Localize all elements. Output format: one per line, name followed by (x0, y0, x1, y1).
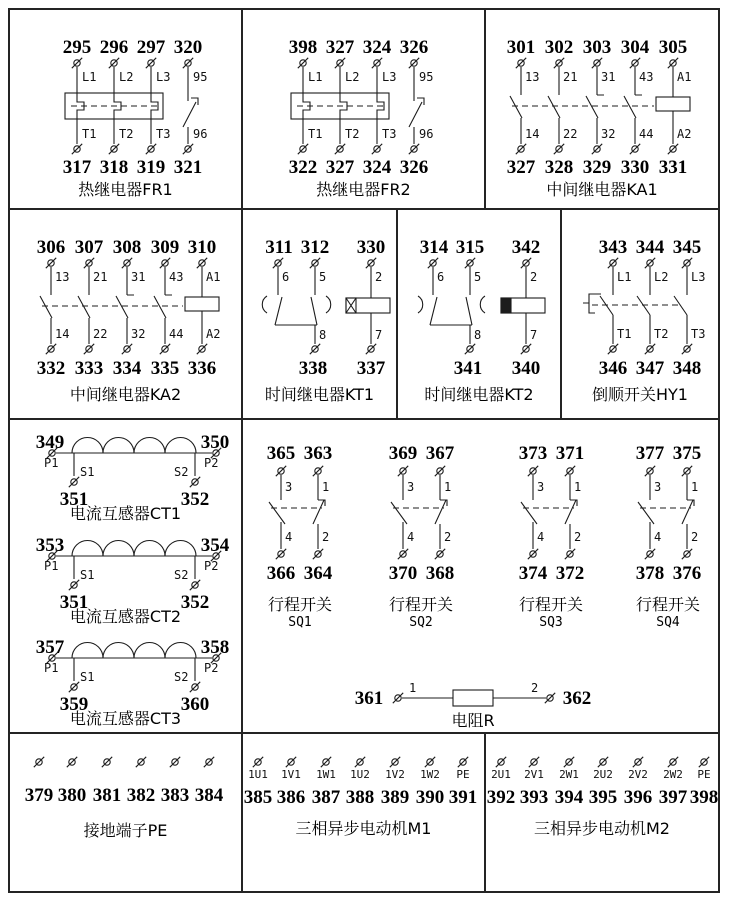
terminal-number: 322 (288, 157, 318, 178)
pin-label: 2U1 (491, 768, 511, 781)
terminal-number: 317 (62, 157, 92, 178)
cell-intermediate-relay-ka1 (486, 10, 718, 210)
terminal-number: 384 (194, 785, 224, 806)
terminal-number: 321 (173, 157, 203, 178)
sq3-symbol (521, 466, 577, 559)
terminal-number: 328 (544, 157, 574, 178)
component-caption: 时间继电器KT2 (424, 385, 534, 404)
pin-label: 4 (407, 530, 415, 544)
terminal-number: 347 (635, 358, 665, 379)
terminal-number: 295 (62, 37, 92, 58)
pin-label: T1 (82, 127, 97, 141)
pin-label: S1 (80, 568, 95, 582)
pin-label: P1 (44, 456, 59, 470)
component-caption: 电阻R (451, 711, 495, 730)
pin-label: 2V1 (524, 768, 544, 781)
component-caption: 电流互感器CT3 (69, 709, 182, 728)
cell-motor-m1 (243, 734, 486, 891)
motor-m1-symbol (243, 734, 486, 891)
pin-label: P1 (44, 661, 59, 675)
terminal-number: 306 (36, 237, 66, 258)
ground-terminals-symbol (10, 734, 243, 891)
terminal-number: 331 (658, 157, 688, 178)
terminal-number: 332 (36, 358, 66, 379)
pin-label: 2U2 (593, 768, 613, 781)
pin-label: 1 (574, 480, 582, 494)
terminal-number: 376 (672, 563, 702, 584)
terminal-number: 308 (112, 237, 142, 258)
pin-label: T3 (691, 327, 706, 341)
terminal-number: 326 (399, 157, 429, 178)
terminal-number: 372 (555, 563, 585, 584)
pin-label: PE (697, 768, 711, 781)
pin-label: 6 (282, 270, 290, 284)
component-subcaption: SQ1 (288, 615, 312, 630)
pin-label: L1 (617, 270, 632, 284)
component-caption: 热继电器FR2 (316, 180, 411, 199)
pin-label: 2V2 (628, 768, 648, 781)
pin-label: 2 (530, 270, 538, 284)
pin-label: 4 (537, 530, 545, 544)
terminal-number: 382 (126, 785, 156, 806)
pin-label: 1W1 (316, 768, 336, 781)
terminal-number: 310 (187, 237, 217, 258)
pin-label: T1 (308, 127, 323, 141)
pin-label: 1V2 (385, 768, 405, 781)
terminal-number: 387 (311, 787, 341, 808)
pin-label: A1 (677, 70, 692, 84)
pin-label: A2 (677, 127, 692, 141)
pin-label: T2 (345, 127, 360, 141)
pin-label: 2 (691, 530, 699, 544)
terminal-number: 362 (562, 688, 592, 709)
terminal-number: 344 (635, 237, 665, 258)
terminal-number: 380 (57, 785, 87, 806)
terminal-number: 361 (354, 688, 384, 709)
pin-label: 3 (407, 480, 415, 494)
sq2-symbol (391, 466, 447, 559)
pin-label: P2 (204, 456, 219, 470)
terminal-number: 370 (388, 563, 418, 584)
terminal-number: 360 (180, 694, 210, 715)
pin-label: 1U1 (248, 768, 268, 781)
terminal-icons (34, 757, 214, 767)
pin-label: 21 (93, 270, 108, 284)
pin-label: 8 (319, 328, 327, 342)
pin-label: 32 (131, 327, 146, 341)
pin-label: P2 (204, 559, 219, 573)
pin-label: T3 (382, 127, 397, 141)
terminal-number: 330 (356, 237, 386, 258)
pin-label: S2 (174, 670, 189, 684)
terminal-number: 377 (635, 443, 665, 464)
pin-label: L1 (308, 70, 323, 84)
pin-label: T2 (119, 127, 134, 141)
terminal-number: 312 (300, 237, 330, 258)
terminal-number: 352 (180, 592, 210, 613)
terminal-number: 329 (582, 157, 612, 178)
component-caption: 电流互感器CT2 (69, 607, 182, 626)
terminal-number: 343 (598, 237, 628, 258)
pin-label: L2 (119, 70, 134, 84)
pin-label: 1 (444, 480, 452, 494)
terminal-number: 395 (588, 787, 618, 808)
terminal-number: 366 (266, 563, 296, 584)
terminal-number: 348 (672, 358, 702, 379)
cell-current-transformers (10, 420, 243, 734)
pin-label: T1 (617, 327, 632, 341)
component-caption: 中间继电器KA2 (69, 385, 182, 404)
pin-label: L3 (691, 270, 706, 284)
pin-label: 21 (563, 70, 578, 84)
pin-label: 44 (169, 327, 184, 341)
terminal-number: 330 (620, 157, 650, 178)
terminal-number: 324 (362, 37, 392, 58)
terminal-number: 353 (35, 535, 65, 556)
cell-thermal-relay-fr1 (10, 10, 243, 210)
terminal-number: 367 (425, 443, 455, 464)
cell-ground-terminals-pe (10, 734, 243, 891)
pin-label: 4 (654, 530, 662, 544)
terminal-number: 378 (635, 563, 665, 584)
terminal-number: 342 (511, 237, 541, 258)
terminal-number: 371 (555, 443, 585, 464)
ct1-symbol (47, 438, 221, 488)
terminal-number: 314 (419, 237, 449, 258)
pin-label: 1 (409, 681, 417, 695)
pin-label: 5 (474, 270, 482, 284)
pin-label: 7 (530, 328, 538, 342)
component-caption: 中间继电器KA1 (546, 180, 658, 199)
terminal-number: 335 (150, 358, 180, 379)
terminal-number: 304 (620, 37, 650, 58)
terminal-number: 296 (99, 37, 129, 58)
terminal-icons (496, 757, 709, 767)
terminal-number: 388 (345, 787, 375, 808)
terminal-number: 324 (362, 157, 392, 178)
terminal-number: 359 (59, 694, 89, 715)
terminal-number: 392 (486, 787, 516, 808)
terminal-number: 350 (200, 432, 230, 453)
pin-label: 2 (531, 681, 539, 695)
component-caption: 倒顺开关HY1 (592, 385, 688, 404)
component-subcaption: SQ3 (539, 615, 563, 630)
sq4-symbol (638, 466, 694, 559)
component-caption: 三相异步电动机M2 (534, 819, 670, 838)
pin-label: T3 (156, 127, 171, 141)
terminal-number: 307 (74, 237, 104, 258)
terminal-number: 369 (388, 443, 418, 464)
cell-intermediate-relay-ka2 (10, 210, 243, 420)
terminal-number: 363 (303, 443, 333, 464)
pin-label: L3 (382, 70, 397, 84)
component-caption: 行程开关 (635, 595, 701, 614)
pin-label: L3 (156, 70, 171, 84)
pin-label: A1 (206, 270, 221, 284)
terminal-number: 393 (519, 787, 549, 808)
motor-m2-symbol (486, 734, 718, 891)
pin-label: PE (456, 768, 470, 781)
terminal-number: 334 (112, 358, 142, 379)
pin-label: 3 (537, 480, 545, 494)
pin-label: 2 (444, 530, 452, 544)
terminal-number: 364 (303, 563, 333, 584)
component-caption: 三相异步电动机M1 (295, 819, 432, 838)
terminal-number: 319 (136, 157, 166, 178)
terminal-number: 349 (35, 432, 65, 453)
component-caption: 行程开关 (518, 595, 584, 614)
pin-label: T2 (654, 327, 669, 341)
terminal-number: 303 (582, 37, 612, 58)
diagram-frame (8, 8, 720, 893)
terminal-number: 375 (672, 443, 702, 464)
terminal-number: 297 (136, 37, 166, 58)
terminal-number: 394 (554, 787, 584, 808)
pin-label: 7 (375, 328, 383, 342)
terminal-number: 318 (99, 157, 129, 178)
pin-label: P1 (44, 559, 59, 573)
terminal-number: 333 (74, 358, 104, 379)
pin-label: 8 (474, 328, 482, 342)
pin-label: 14 (55, 327, 70, 341)
terminal-number: 365 (266, 443, 296, 464)
cell-reversing-switch-hy1 (562, 210, 718, 420)
terminal-number: 311 (265, 237, 293, 258)
terminal-number: 398 (689, 787, 719, 808)
terminal-number: 352 (180, 489, 210, 510)
pin-label: 22 (563, 127, 578, 141)
terminal-number: 341 (453, 358, 483, 379)
pin-label: 2W2 (663, 768, 683, 781)
terminal-number: 357 (35, 637, 65, 658)
terminal-number: 327 (325, 37, 355, 58)
pin-label: L2 (345, 70, 360, 84)
component-caption: 行程开关 (388, 595, 454, 614)
terminal-number: 385 (243, 787, 273, 808)
terminal-number: 383 (160, 785, 190, 806)
component-caption: 接地端子PE (83, 821, 168, 840)
ct3-symbol (47, 643, 221, 693)
terminal-number: 315 (455, 237, 485, 258)
terminal-number: 301 (506, 37, 536, 58)
pin-label: 1U2 (350, 768, 370, 781)
pin-label: 5 (319, 270, 327, 284)
component-caption: 时间继电器KT1 (264, 385, 375, 404)
terminal-number: 351 (59, 592, 89, 613)
pin-label: 96 (419, 127, 434, 141)
pin-label: S1 (80, 670, 95, 684)
terminal-number: 358 (200, 637, 230, 658)
terminal-number: 386 (276, 787, 306, 808)
pin-label: L1 (82, 70, 97, 84)
terminal-number: 320 (173, 37, 203, 58)
sq1-symbol (269, 466, 325, 559)
pin-label: 3 (654, 480, 662, 494)
terminal-number: 396 (623, 787, 653, 808)
cell-motor-m2 (486, 734, 718, 891)
terminal-number: 354 (200, 535, 230, 556)
pin-label: 1W2 (420, 768, 440, 781)
pin-label: P2 (204, 661, 219, 675)
pin-label: 32 (601, 127, 616, 141)
pin-label: L2 (654, 270, 669, 284)
pin-label: 96 (193, 127, 208, 141)
terminal-number: 346 (598, 358, 628, 379)
terminal-number: 390 (415, 787, 445, 808)
pin-label: 1 (322, 480, 330, 494)
terminal-number: 327 (506, 157, 536, 178)
terminal-number: 336 (187, 358, 217, 379)
pin-label: 13 (525, 70, 540, 84)
terminal-number: 368 (425, 563, 455, 584)
pin-label: 14 (525, 127, 540, 141)
pin-label: S2 (174, 568, 189, 582)
cell-time-relay-kt2 (398, 210, 562, 420)
component-subcaption: SQ4 (656, 615, 680, 630)
cell-limit-switches-and-resistor (243, 420, 718, 734)
terminal-number: 389 (380, 787, 410, 808)
component-caption: 电流互感器CT1 (69, 504, 182, 523)
terminal-number: 345 (672, 237, 702, 258)
pin-label: 31 (601, 70, 616, 84)
terminal-number: 374 (518, 563, 548, 584)
cell-time-relay-kt1 (243, 210, 398, 420)
component-caption: 行程开关 (267, 595, 333, 614)
pin-label: 43 (639, 70, 654, 84)
pin-label: 95 (419, 70, 434, 84)
pin-label: S1 (80, 465, 95, 479)
pin-label: 1 (691, 480, 699, 494)
terminal-number: 302 (544, 37, 574, 58)
terminal-number: 373 (518, 443, 548, 464)
pin-label: 4 (285, 530, 293, 544)
pin-label: 22 (93, 327, 108, 341)
terminal-number: 391 (448, 787, 478, 808)
pin-label: 2 (574, 530, 582, 544)
component-caption: 热继电器FR1 (78, 180, 173, 199)
terminal-number: 337 (356, 358, 386, 379)
terminal-number: 340 (511, 358, 541, 379)
pin-label: 44 (639, 127, 654, 141)
pin-label: 6 (437, 270, 445, 284)
pin-label: 31 (131, 270, 146, 284)
component-subcaption: SQ2 (409, 615, 433, 630)
terminal-number: 327 (325, 157, 355, 178)
pin-label: 95 (193, 70, 208, 84)
pin-label: 43 (169, 270, 184, 284)
pin-label: 1V1 (281, 768, 301, 781)
pin-label: S2 (174, 465, 189, 479)
terminal-number: 379 (24, 785, 54, 806)
pin-label: 2 (375, 270, 383, 284)
pin-label: 13 (55, 270, 70, 284)
pin-label: A2 (206, 327, 221, 341)
ct2-symbol (47, 541, 221, 591)
pin-label: 2 (322, 530, 330, 544)
terminal-number: 351 (59, 489, 89, 510)
terminal-number: 338 (298, 358, 328, 379)
terminal-icons (253, 757, 468, 767)
terminal-number: 381 (92, 785, 122, 806)
terminal-number: 398 (288, 37, 318, 58)
terminal-number: 305 (658, 37, 688, 58)
cell-thermal-relay-fr2 (243, 10, 486, 210)
terminal-number: 326 (399, 37, 429, 58)
terminal-number: 309 (150, 237, 180, 258)
pin-label: 2W1 (559, 768, 579, 781)
pin-label: 3 (285, 480, 293, 494)
terminal-number: 397 (658, 787, 688, 808)
